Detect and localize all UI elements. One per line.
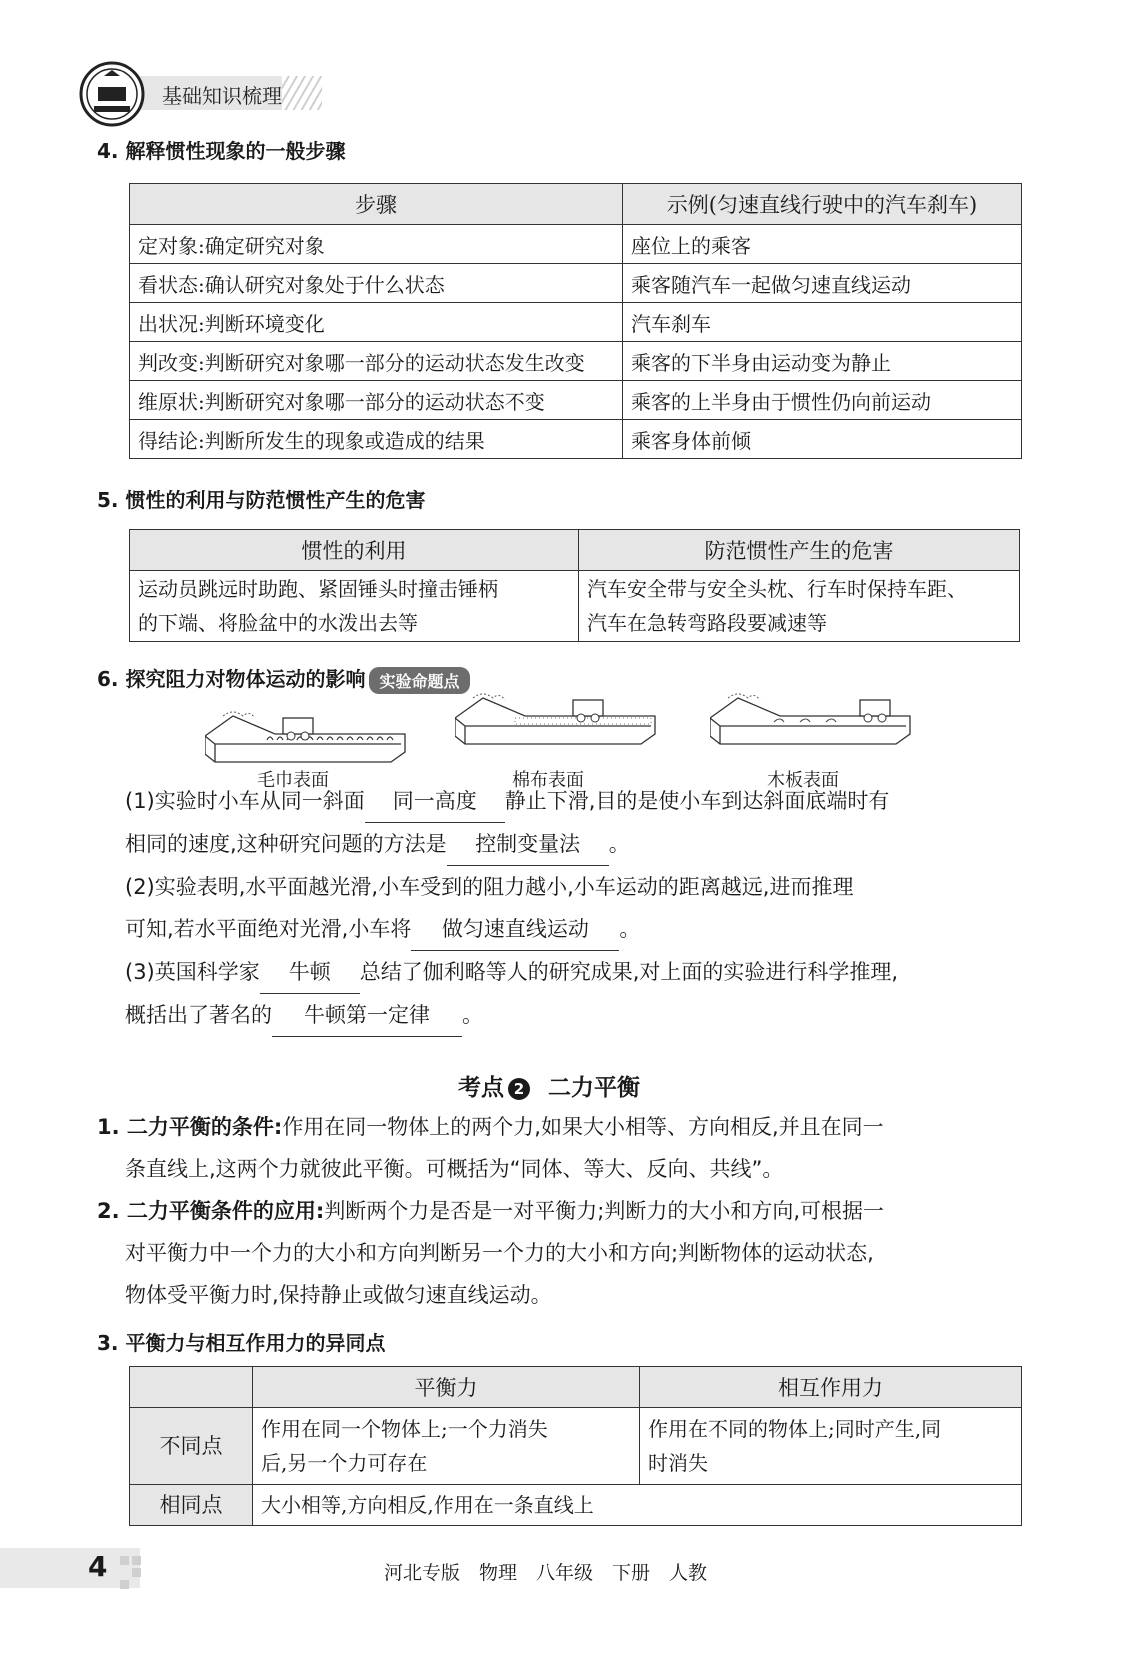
table-cell: 汽车刹车 — [623, 303, 1022, 342]
table-row — [130, 303, 1022, 342]
cell-line: 后,另一个力可存在 — [261, 1451, 428, 1475]
q2-end: 。 — [619, 917, 641, 941]
table-cell: 看状态:确认研究对象处于什么状态 — [130, 264, 623, 303]
balance-paragraphs — [97, 1106, 1027, 1316]
q2-line1: (2)实验表明,水平面越光滑,小车受到的阻力越小,小车运动的距离越远,进而推理 — [125, 875, 854, 899]
q1-text: (1)实验时小车从同一斜面 — [125, 789, 365, 813]
footer-square — [120, 1580, 129, 1589]
table-header-row — [130, 1367, 1022, 1408]
q3-line1 — [125, 951, 1025, 994]
footer-square — [132, 1556, 141, 1565]
q2-blank-motion: 做匀速直线运动 — [411, 908, 619, 951]
kaodian-name: 二力平衡 — [548, 1075, 640, 1101]
section-5-heading: 5. 惯性的利用与防范惯性产生的危害 — [97, 488, 426, 512]
p1-text: 作用在同一物体上的两个力,如果大小相等、方向相反,并且在同一 — [282, 1115, 884, 1139]
q3-line2 — [125, 994, 1025, 1037]
diff-interaction-cell — [640, 1408, 1022, 1485]
p1-line2: 条直线上,这两个力就彼此平衡。可概括为“同体、等大、反向、共线”。 — [125, 1157, 784, 1181]
footer-square — [132, 1568, 141, 1577]
table-row — [130, 1408, 1022, 1485]
towel-surface-figure — [205, 706, 415, 766]
kaodian-2-title — [458, 1069, 640, 1102]
brand-logo — [78, 60, 146, 128]
section-4-heading: 4. 解释惯性现象的一般步骤 — [97, 139, 346, 163]
diff-balance-cell — [253, 1408, 640, 1485]
p2-line1 — [97, 1190, 1027, 1232]
p2-text: 判断两个力是否是一对平衡力;判断力的大小和方向,可根据一 — [324, 1199, 885, 1223]
q1-text: 静止下滑,目的是使小车到达斜面底端时有 — [504, 789, 890, 813]
table-cell: 判改变:判断研究对象哪一部分的运动状态发生改变 — [130, 342, 623, 381]
table-cell: 出状况:判断环境变化 — [130, 303, 623, 342]
header-title: 基础知识梳理 — [162, 84, 282, 108]
table-header-row — [130, 184, 1022, 225]
same-label: 相同点 — [130, 1485, 253, 1526]
table-row — [130, 571, 1020, 642]
q1-blank-method: 控制变量法 — [447, 823, 609, 866]
q3-text: 总结了伽利略等人的研究成果,对上面的实验进行科学推理, — [359, 960, 899, 984]
q1-text: 相同的速度,这种研究问题的方法是 — [125, 832, 447, 856]
cell-line: 汽车在急转弯路段要减速等 — [587, 611, 827, 635]
page-number: 4 — [88, 1550, 108, 1583]
cell-line: 的下端、将脸盆中的水泼出去等 — [138, 611, 418, 635]
q3-text: (3)英国科学家 — [125, 960, 260, 984]
header-empty — [130, 1367, 253, 1408]
table-row — [130, 225, 1022, 264]
force-comparison-table — [129, 1366, 1022, 1526]
q1-blank-height: 同一高度 — [365, 780, 505, 823]
table-row — [130, 420, 1022, 459]
header-use: 惯性的利用 — [130, 530, 579, 571]
table-cell: 座位上的乘客 — [623, 225, 1022, 264]
diff-label: 不同点 — [130, 1408, 253, 1485]
cell-line: 作用在不同的物体上;同时产生,同 — [648, 1417, 942, 1441]
cell-line: 运动员跳远时助跑、紧固锤头时撞击锤柄 — [138, 577, 498, 601]
cell-line: 作用在同一个物体上;一个力消失 — [261, 1417, 548, 1441]
p1-line1 — [97, 1106, 1027, 1148]
table-cell: 乘客的上半身由于惯性仍向前运动 — [623, 381, 1022, 420]
inertia-prevent-cell — [579, 571, 1020, 642]
section-6-title: 6. 探究阻力对物体运动的影响 — [97, 667, 366, 691]
wood-surface-figure — [710, 688, 920, 748]
section-6-heading — [97, 663, 470, 694]
table-cell: 定对象:确定研究对象 — [130, 225, 623, 264]
footer-square — [120, 1556, 129, 1565]
table-cell: 得结论:判断所发生的现象或造成的结果 — [130, 420, 623, 459]
table-cell: 乘客随汽车一起做匀速直线运动 — [623, 264, 1022, 303]
footer-text: 河北专版 物理 八年级 下册 人教 — [384, 1562, 708, 1584]
figure-label-wood: 木板表面 — [767, 770, 839, 791]
table-row — [130, 342, 1022, 381]
footer-bar — [0, 1548, 140, 1588]
table-row — [130, 381, 1022, 420]
p3-heading: 3. 平衡力与相互作用力的异同点 — [97, 1331, 386, 1355]
table-header-row — [130, 530, 1020, 571]
header-stripes — [282, 76, 322, 110]
table-cell: 维原状:判断研究对象哪一部分的运动状态不变 — [130, 381, 623, 420]
table-cell: 乘客的下半身由运动变为静止 — [623, 342, 1022, 381]
steps-table — [129, 183, 1022, 459]
q2-text: 可知,若水平面绝对光滑,小车将 — [125, 917, 412, 941]
q2-line2 — [125, 908, 1025, 951]
q1-end: 。 — [608, 832, 630, 856]
table-row — [130, 1485, 1022, 1526]
kaodian-number: 2 — [508, 1078, 530, 1100]
header-steps: 步骤 — [130, 184, 623, 225]
inertia-table — [129, 529, 1020, 642]
p1-label: 1. 二力平衡的条件: — [97, 1115, 283, 1139]
table-row — [130, 264, 1022, 303]
figure-label-cotton: 棉布表面 — [512, 770, 584, 791]
inertia-use-cell — [130, 571, 579, 642]
p2-line3: 物体受平衡力时,保持静止或做匀速直线运动。 — [125, 1283, 552, 1307]
cell-line: 汽车安全带与安全头枕、行车时保持车距、 — [587, 577, 967, 601]
q3-blank-scientist: 牛顿 — [260, 951, 360, 994]
experiment-questions — [125, 780, 1025, 1037]
p2-line2: 对平衡力中一个力的大小和方向判断另一个力的大小和方向;判断物体的运动状态, — [125, 1241, 874, 1265]
kaodian-prefix: 考点 — [458, 1075, 504, 1101]
header-example: 示例(匀速直线行驶中的汽车刹车) — [623, 184, 1022, 225]
header-prevent: 防范惯性产生的危害 — [579, 530, 1020, 571]
header-interaction: 相互作用力 — [640, 1367, 1022, 1408]
p2-label: 2. 二力平衡条件的应用: — [97, 1199, 325, 1223]
q3-text: 概括出了著名的 — [125, 1003, 272, 1027]
cell-line: 时消失 — [648, 1451, 708, 1475]
q3-end: 。 — [462, 1003, 483, 1027]
header-balance: 平衡力 — [253, 1367, 640, 1408]
q1-line1 — [125, 780, 1025, 823]
q1-line2 — [125, 823, 1025, 866]
cotton-surface-figure — [455, 688, 665, 748]
figure-label-towel: 毛巾表面 — [257, 770, 329, 791]
q3-blank-law: 牛顿第一定律 — [272, 994, 462, 1037]
experiment-badge: 实验命题点 — [369, 667, 469, 694]
same-cell: 大小相等,方向相反,作用在一条直线上 — [253, 1485, 1022, 1526]
table-cell: 乘客身体前倾 — [623, 420, 1022, 459]
